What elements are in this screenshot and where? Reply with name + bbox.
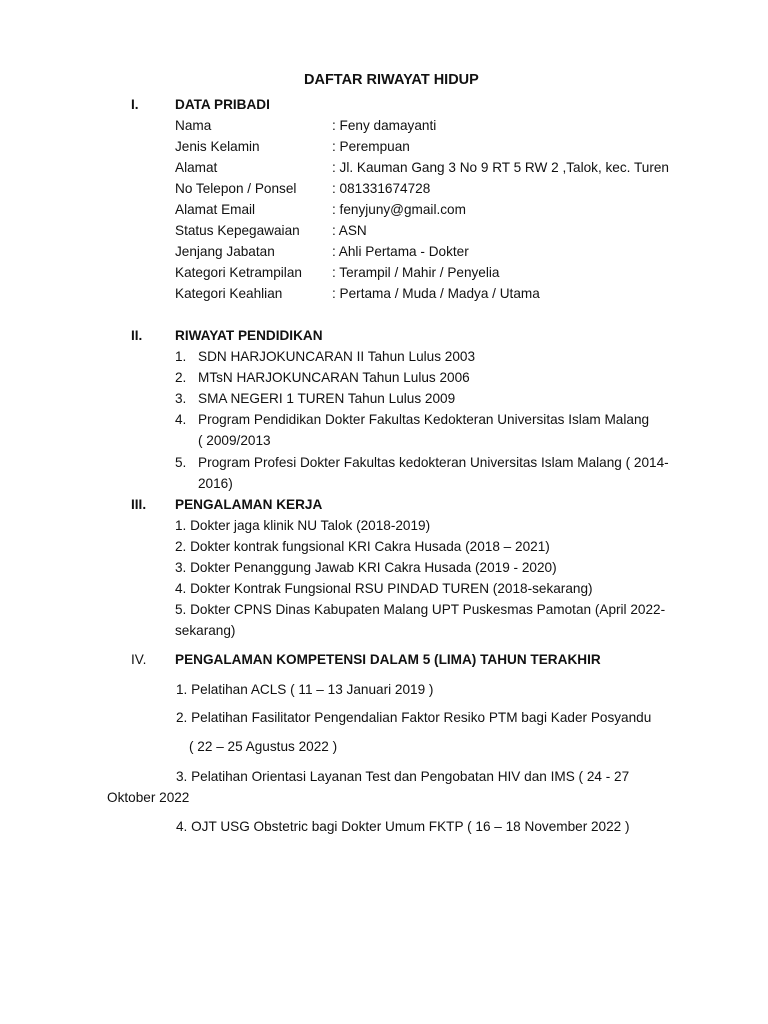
list-item: 4. Dokter Kontrak Fungsional RSU PINDAD TUREN (2018-sekarang) [175, 581, 593, 596]
list-item-number: 1. [175, 349, 187, 364]
list-item-number: 3. [175, 391, 187, 406]
field-value: : Feny damayanti [332, 118, 437, 133]
list-item: Program Pendidikan Dokter Fakultas Kedokteran Universitas Islam Malang [198, 412, 650, 427]
field-value: : ASN [332, 223, 367, 238]
field-value: : Jl. Kauman Gang 3 No 9 RT 5 RW 2 ,Talok, kec. Turen [332, 160, 669, 175]
list-item-continuation: ( 2009/2013 [198, 433, 271, 448]
field-value: : Perempuan [332, 139, 410, 154]
field-label: Nama [175, 118, 212, 133]
list-item-number: 5. [175, 455, 187, 470]
list-item: 3. Pelatihan Orientasi Layanan Test dan Pengobatan HIV dan IMS ( 24 - 27 [176, 769, 630, 784]
field-value: : Ahli Pertama - Dokter [332, 244, 469, 259]
field-label: Kategori Keahlian [175, 286, 283, 301]
field-label: Status Kepegawaian [175, 223, 300, 238]
list-item-continuation: Oktober 2022 [107, 790, 190, 805]
field-label: Jenjang Jabatan [175, 244, 275, 259]
section-heading: DATA PRIBADI [175, 97, 270, 112]
section-heading: PENGALAMAN KOMPETENSI DALAM 5 (LIMA) TAHUN TERAKHIR [175, 652, 601, 667]
list-item: 2. Dokter kontrak fungsional KRI Cakra Husada (2018 – 2021) [175, 539, 550, 554]
field-value: : Pertama / Muda / Madya / Utama [332, 286, 540, 301]
list-item-continuation: ( 22 – 25 Agustus 2022 ) [189, 739, 338, 754]
list-item-number: 4. [175, 412, 187, 427]
field-label: Kategori Ketrampilan [175, 265, 302, 280]
list-item: SDN HARJOKUNCARAN II Tahun Lulus 2003 [198, 349, 476, 364]
field-label: Alamat Email [175, 202, 256, 217]
field-label: Alamat [175, 160, 218, 175]
field-value: : fenyjuny@gmail.com [332, 202, 466, 217]
list-item: MTsN HARJOKUNCARAN Tahun Lulus 2006 [198, 370, 470, 385]
list-item-number: 2. [175, 370, 187, 385]
list-item: SMA NEGERI 1 TUREN Tahun Lulus 2009 [198, 391, 456, 406]
section-number: I. [131, 97, 139, 112]
page-title: DAFTAR RIWAYAT HIDUP [304, 72, 479, 88]
field-label: Jenis Kelamin [175, 139, 260, 154]
list-item-continuation: 2016) [198, 476, 233, 491]
section-heading: PENGALAMAN KERJA [175, 497, 323, 512]
section-heading: RIWAYAT PENDIDIKAN [175, 328, 323, 343]
list-item: 5. Dokter CPNS Dinas Kabupaten Malang UPT Puskesmas Pamotan (April 2022- [175, 602, 666, 617]
list-item-continuation: sekarang) [175, 623, 236, 638]
field-value: : Terampil / Mahir / Penyelia [332, 265, 500, 280]
section-number: III. [131, 497, 147, 512]
list-item: 3. Dokter Penanggung Jawab KRI Cakra Husada (2019 - 2020) [175, 560, 557, 575]
field-value: : 081331674728 [332, 181, 431, 196]
list-item: 4. OJT USG Obstetric bagi Dokter Umum FKTP ( 16 – 18 November 2022 ) [176, 819, 630, 834]
section-number: IV. [131, 652, 147, 667]
field-label: No Telepon / Ponsel [175, 181, 297, 196]
list-item: 2. Pelatihan Fasilitator Pengendalian Faktor Resiko PTM bagi Kader Posyandu [176, 710, 652, 725]
list-item: 1. Dokter jaga klinik NU Talok (2018-2019) [175, 518, 431, 533]
section-number: II. [131, 328, 143, 343]
list-item: Program Profesi Dokter Fakultas kedokteran Universitas Islam Malang ( 2014- [198, 455, 669, 470]
list-item: 1. Pelatihan ACLS ( 11 – 13 Januari 2019 ) [176, 682, 434, 697]
